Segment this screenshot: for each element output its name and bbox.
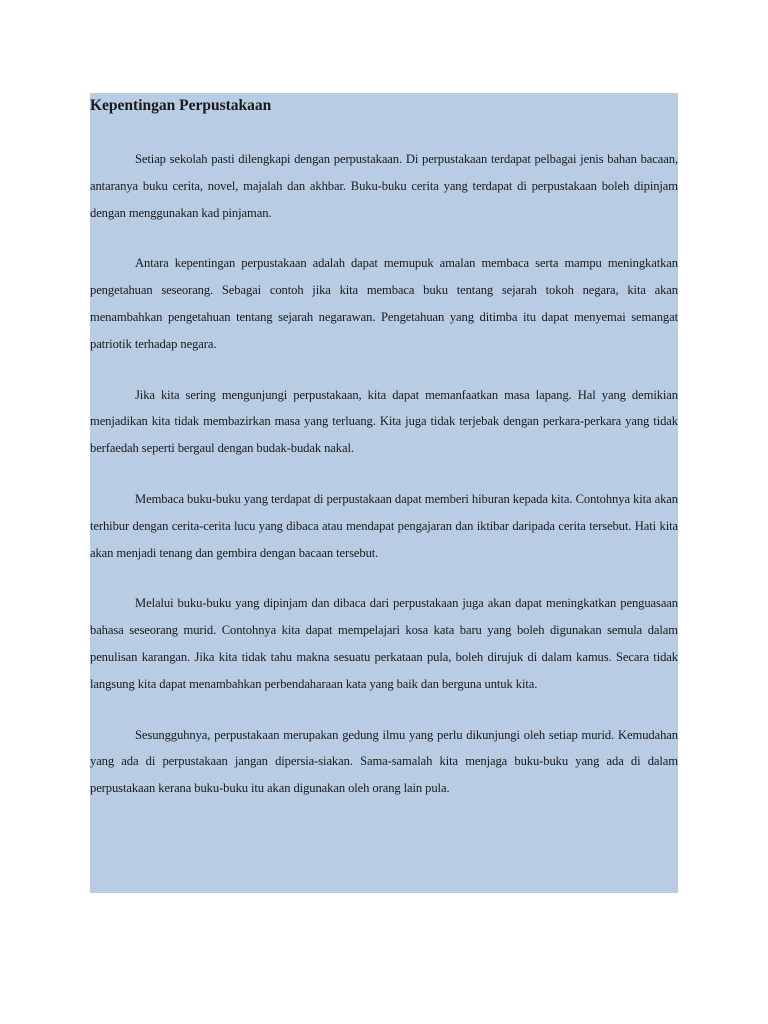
document-body bbox=[90, 93, 678, 802]
paragraph-4: Membaca buku-buku yang terdapat di perpustakaan dapat memberi hiburan kepada kita. Contohnya kita akan terhibur dengan cerita-cerita lucu yang dibaca atau mendapat pengajaran dan iktibar daripada cerita tersebut. Hati kita akan menjadi tenang dan gembira dengan bacaan tersebut. bbox=[90, 491, 678, 560]
paragraph-6: Sesungguhnya, perpustakaan merupakan gedung ilmu yang perlu dikunjungi oleh setiap murid. Kemudahan yang ada di perpustakaan jangan dipersia-siakan. Sama-samalah kita menjaga buku-buku yang ada di dalam perpustakaan kerana buku-buku itu akan digunakan oleh orang lain pula. bbox=[90, 727, 678, 796]
document-title: Kepentingan Perpustakaan bbox=[90, 97, 272, 114]
paragraph-5: Melalui buku-buku yang dipinjam dan dibaca dari perpustakaan juga akan dapat meningkatkan penguasaan bahasa seseorang murid. Contohnya kita dapat mempelajari kosa kata baru yang boleh digunakan semula dalam penulisan karangan. Jika kita tidak tahu makna sesuatu perkataan pula, boleh dirujuk di dalam kamus. Secara tidak langsung kita dapat menambahkan perbendaharaan kata yang baik dan berguna untuk kita. bbox=[90, 596, 678, 691]
paragraph-3: Jika kita sering mengunjungi perpustakaan, kita dapat memanfaatkan masa lapang. Hal yang demikian menjadikan kita tidak membazirkan masa yang terluang. Kita juga tidak terjebak dengan perkara-perkara yang tidak berfaedah seperti bergaul dengan budak-budak nakal. bbox=[90, 387, 678, 456]
paragraph-2: Antara kepentingan perpustakaan adalah dapat memupuk amalan membaca serta mampu meningkatkan pengetahuan seseorang. Sebagai contoh jika kita membaca buku tentang sejarah tokoh negara, kita akan menambahkan pengetahuan tentang sejarah negarawan. Pengetahuan yang ditimba itu dapat menyemai semangat patriotik terhadap negara. bbox=[90, 256, 678, 351]
paragraph-1: Setiap sekolah pasti dilengkapi dengan perpustakaan. Di perpustakaan terdapat pelbagai jenis bahan bacaan, antaranya buku cerita, novel, majalah dan akhbar. Buku-buku cerita yang terdapat di perpustakaan boleh dipinjam dengan menggunakan kad pinjaman. bbox=[90, 152, 678, 220]
